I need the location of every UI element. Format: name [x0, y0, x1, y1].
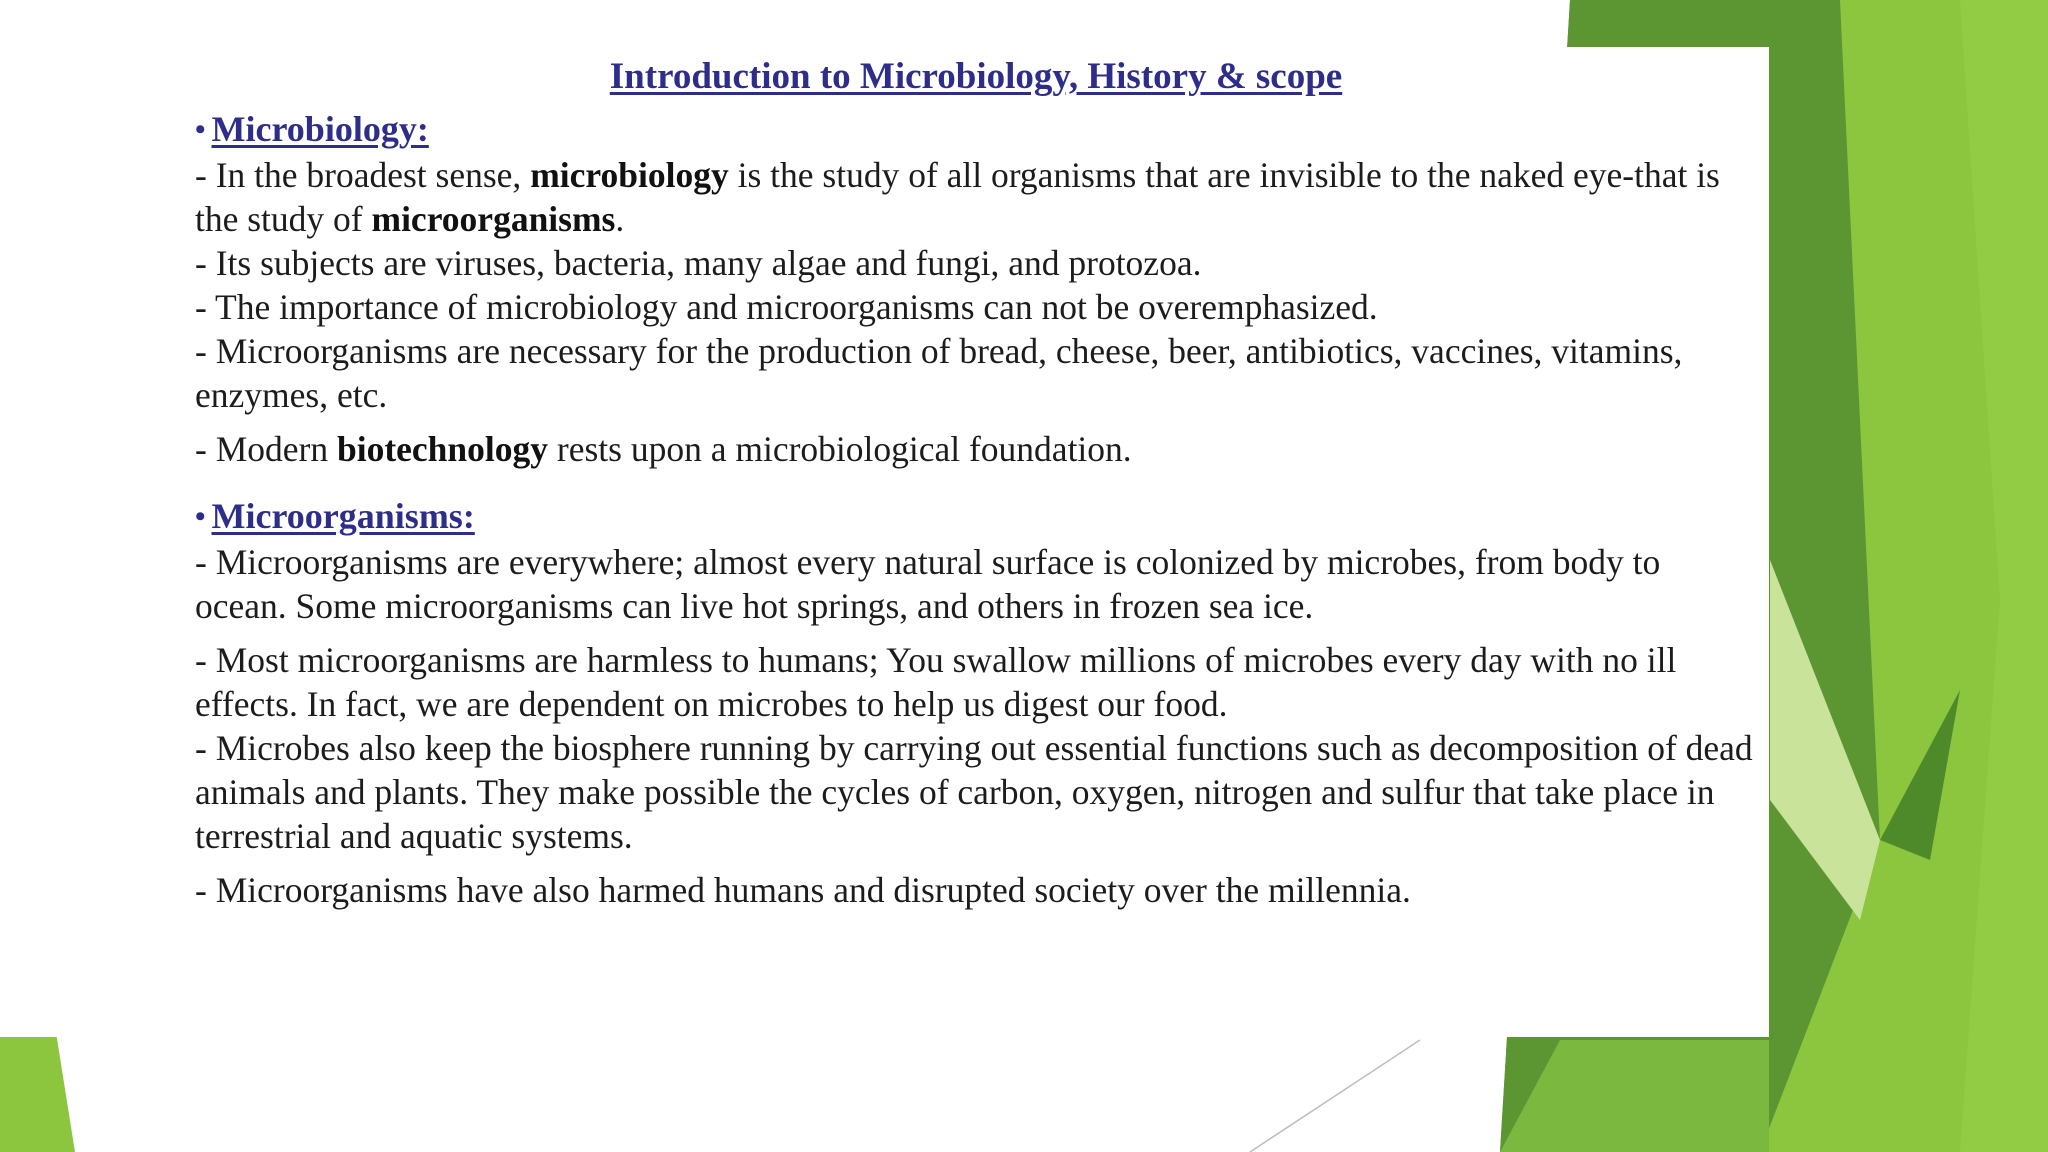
paragraph: - Microorganisms are everywhere; almost every natural surface is colonized by microbes, from body to ocean. Some microorganisms can live hot springs, and others in frozen sea ice.: [195, 542, 1661, 626]
bullet-icon: •: [195, 500, 206, 533]
paragraph: - Its subjects are viruses, bacteria, many algae and fungi, and protozoa.: [195, 243, 1202, 283]
bold-term: biotechnology: [336, 429, 549, 469]
paragraph: - The importance of microbiology and microorganisms can not be overemphasized.: [195, 287, 1378, 327]
section-heading-microbiology: [195, 106, 1755, 153]
text-run: In the broadest sense,: [215, 155, 531, 195]
text-run: is the study of all organisms that are invisible to the naked eye-that is the study of: [195, 155, 1720, 239]
slide-content: [195, 54, 1755, 912]
bold-term: microbiology: [530, 155, 729, 195]
section-heading-microorganisms: [195, 493, 1755, 540]
paragraph: [195, 153, 1755, 241]
paragraph: - Microorganisms have also harmed humans and disrupted society over the millennia.: [195, 870, 1411, 910]
heading-text: Microbiology:: [211, 109, 429, 149]
paragraph: - Most microorganisms are harmless to humans; You swallow millions of microbes every day with no ill effects. In fact, we are dependent on microbes to help us digest our food.: [195, 640, 1677, 724]
bold-term: microorganisms: [371, 199, 616, 239]
slide-title: Introduction to Microbiology, History & scope: [609, 56, 1343, 97]
text-run: .: [615, 199, 625, 239]
decor-thin-line: [1250, 1040, 1420, 1152]
dash: -: [195, 155, 216, 195]
bullet-icon: •: [195, 113, 206, 146]
paragraph: [195, 427, 1755, 471]
heading-text: Microorganisms:: [211, 496, 475, 536]
paragraph: - Microorganisms are necessary for the production of bread, cheese, beer, antibiotics, vaccines, vitamins, enzymes, etc.: [195, 331, 1683, 415]
text-run: rests upon a microbiological foundation.: [548, 429, 1132, 469]
paragraph: - Microbes also keep the biosphere running by carrying out essential functions such as decomposition of dead animals and plants. They make possible the cycles of carbon, oxygen, nitrogen and sulfur that take place in terrestrial and aquatic systems.: [195, 728, 1753, 856]
text-run: - Modern: [195, 429, 337, 469]
